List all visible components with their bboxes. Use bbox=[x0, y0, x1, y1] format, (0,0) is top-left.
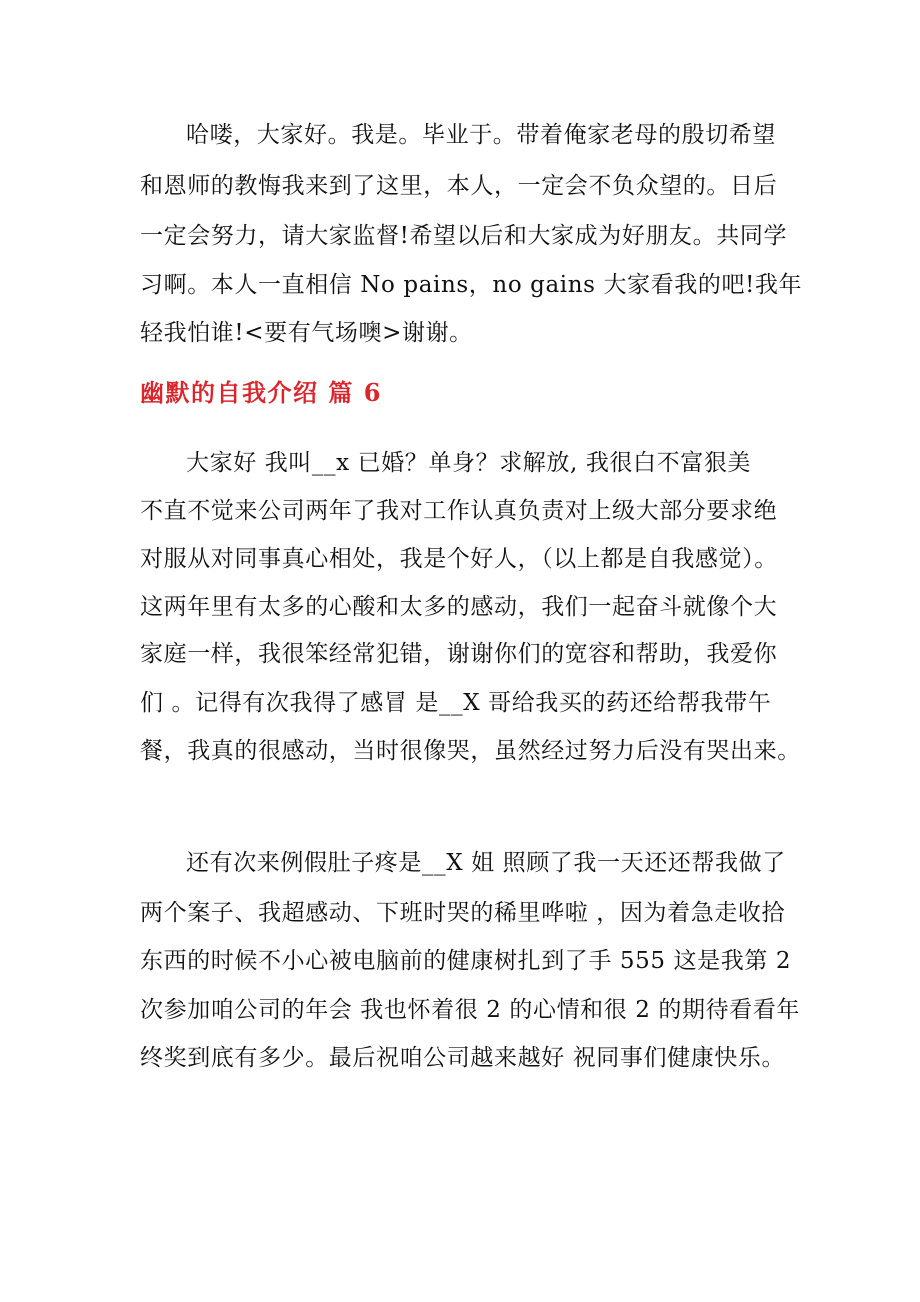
text-line: 不直不觉来公司两年了我对工作认真负责对上级大部分要求绝 bbox=[140, 498, 778, 524]
text-line: 终奖到底有多少。最后祝咱公司越来越好 祝同事们健康快乐。 bbox=[140, 1045, 786, 1071]
text-line: 大家好 我叫__x 已婚？单身？求解放, 我很白不富狠美 bbox=[186, 450, 752, 476]
text-line: 两个案子、我超感动、下班时哭的稀里哗啦 ，因为着急走收拾 bbox=[140, 900, 786, 926]
text-line: 还有次来例假肚子疼是__X 姐 照顾了我一天还还帮我做了 bbox=[186, 850, 786, 876]
text-line: 对服从对同事真心相处，我是个好人，（以上都是自我感觉）。 bbox=[140, 546, 778, 572]
text-line: 哈喽，大家好。我是。毕业于。带着俺家老母的殷切希望 bbox=[186, 122, 776, 148]
text-line: 一定会努力，请大家监督!希望以后和大家成为好朋友。共同学 bbox=[140, 223, 788, 249]
text-line: 习啊。本人一直相信 No pains，no gains 大家看我的吧!我年 bbox=[140, 272, 803, 298]
text-line: 东西的时候不小心被电脑前的健康树扎到了手 555 这是我第 2 bbox=[140, 948, 792, 974]
text-line: 餐，我真的很感动，当时很像哭，虽然经过努力后没有哭出来。 bbox=[140, 738, 801, 764]
text-line: 这两年里有太多的心酸和太多的感动，我们一起奋斗就像个大 bbox=[140, 594, 778, 620]
text-line: 们 。记得有次我得了感冒 是__X 哥给我买的药还给帮我带午 bbox=[140, 690, 772, 716]
text-line: 轻我怕谁!<要有气场噢>谢谢。 bbox=[140, 320, 473, 346]
section-heading: 幽默的自我介绍 篇 6 bbox=[140, 378, 382, 407]
text-line: 和恩师的教悔我来到了这里，本人，一定会不负众望的。日后 bbox=[140, 173, 778, 199]
text-line: 次参加咱公司的年会 我也怀着很 2 的心情和很 2 的期待看看年 bbox=[140, 997, 801, 1023]
text-line: 家庭一样，我很笨经常犯错，谢谢你们的宽容和帮助，我爱你 bbox=[140, 641, 778, 667]
